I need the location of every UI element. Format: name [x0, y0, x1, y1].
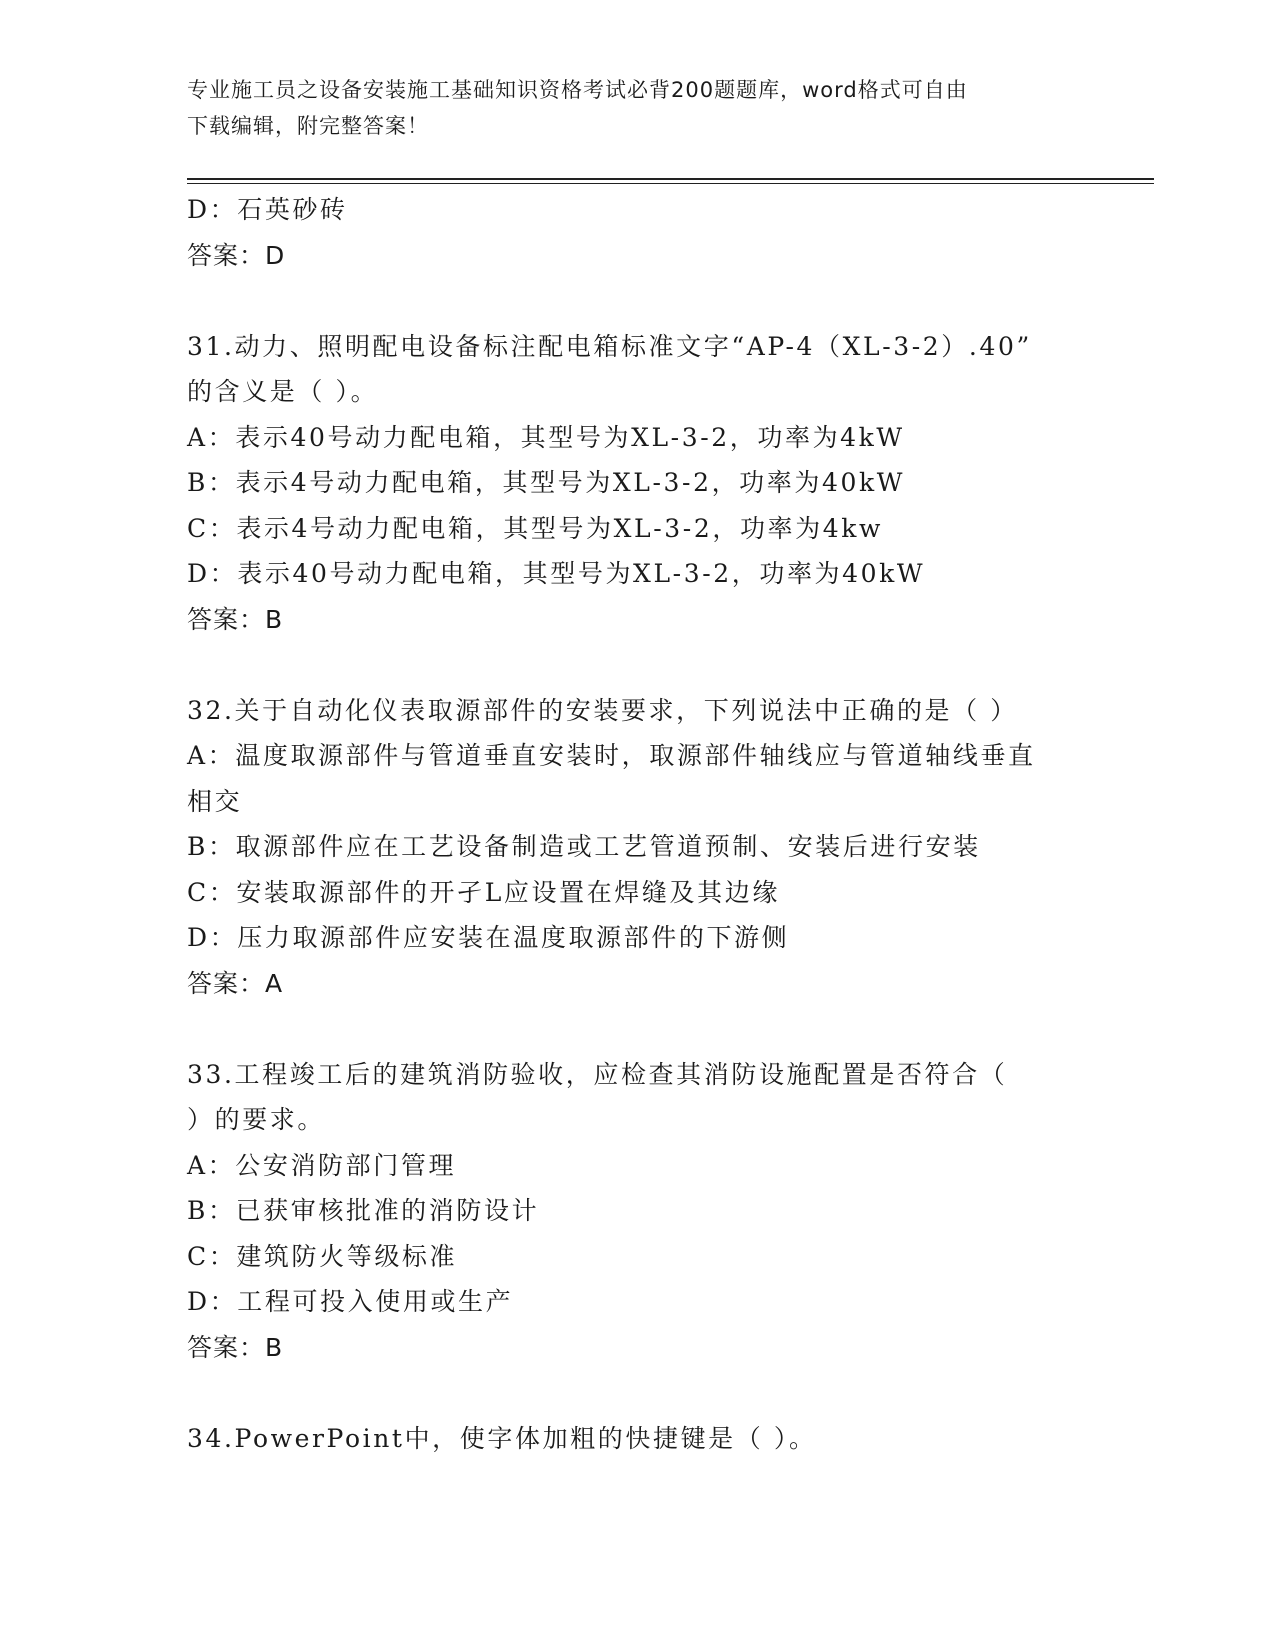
question-stem: 31.动力、照明配电设备标注配电箱标准文字“AP-4（XL-3-2）.40”: [187, 331, 1032, 361]
option-d: D：压力取源部件应安装在温度取源部件的下游侧: [187, 923, 790, 952]
option-a: A：表示40号动力配电箱，其型号为XL-3-2，功率为4kW: [187, 422, 905, 452]
header-line-1: 专业施工员之设备安装施工基础知识资格考试必背200题题库，word格式可自由: [187, 78, 968, 102]
option-d: D：工程可投入使用或生产: [187, 1287, 514, 1316]
spacer: [187, 1006, 1087, 1052]
question-33: [187, 1052, 1087, 1371]
question-32: [187, 688, 1087, 1007]
question-stem-continued: ）的要求。: [187, 1105, 326, 1134]
option-b: B：取源部件应在工艺设备制造或工艺管道预制、安装后进行安装: [187, 832, 981, 861]
spacer: [187, 278, 1087, 324]
question-stem-continued: 的含义是（ ）。: [187, 377, 379, 406]
answer-line: 答案：B: [187, 1332, 284, 1362]
option-d: D：表示40号动力配电箱，其型号为XL-3-2，功率为40kW: [187, 559, 926, 588]
document-header: [187, 72, 1067, 144]
question-stem: 34.PowerPoint中，使字体加粗的快捷键是（ ）。: [187, 1423, 817, 1453]
question-stem: 33.工程竣工后的建筑消防验收，应检查其消防设施配置是否符合（: [187, 1059, 1008, 1089]
option-a: A：公安消防部门管理: [187, 1150, 457, 1180]
question-30-tail: [187, 187, 1087, 278]
option-d: D：石英砂砖: [187, 195, 348, 224]
spacer: [187, 1370, 1087, 1416]
answer-line: 答案：D: [187, 240, 286, 270]
question-stem: 32.关于自动化仪表取源部件的安装要求，下列说法中正确的是（ ）: [187, 695, 1018, 725]
answer-line: 答案：B: [187, 604, 284, 634]
option-c: C：表示4号动力配电箱，其型号为XL-3-2，功率为4kw: [187, 513, 883, 543]
option-c: C：建筑防火等级标准: [187, 1241, 458, 1271]
answer-line: 答案：A: [187, 968, 284, 998]
option-c: C：安装取源部件的开孑L应设置在焊缝及其边缘: [187, 877, 780, 907]
question-31: [187, 324, 1087, 643]
question-34: [187, 1416, 1087, 1462]
header-line-2: 下载编辑，附完整答案！: [187, 114, 429, 138]
option-a: A：温度取源部件与管道垂直安装时，取源部件轴线应与管道轴线垂直: [187, 741, 1036, 770]
option-b: B：已获审核批准的消防设计: [187, 1196, 540, 1225]
option-b: B：表示4号动力配电箱，其型号为XL-3-2，功率为40kW: [187, 468, 906, 497]
header-divider-thick: [187, 178, 1154, 180]
option-a-continued: 相交: [187, 786, 243, 816]
spacer: [187, 642, 1087, 688]
question-list: [187, 187, 1087, 1461]
header-divider-thin: [187, 183, 1154, 184]
